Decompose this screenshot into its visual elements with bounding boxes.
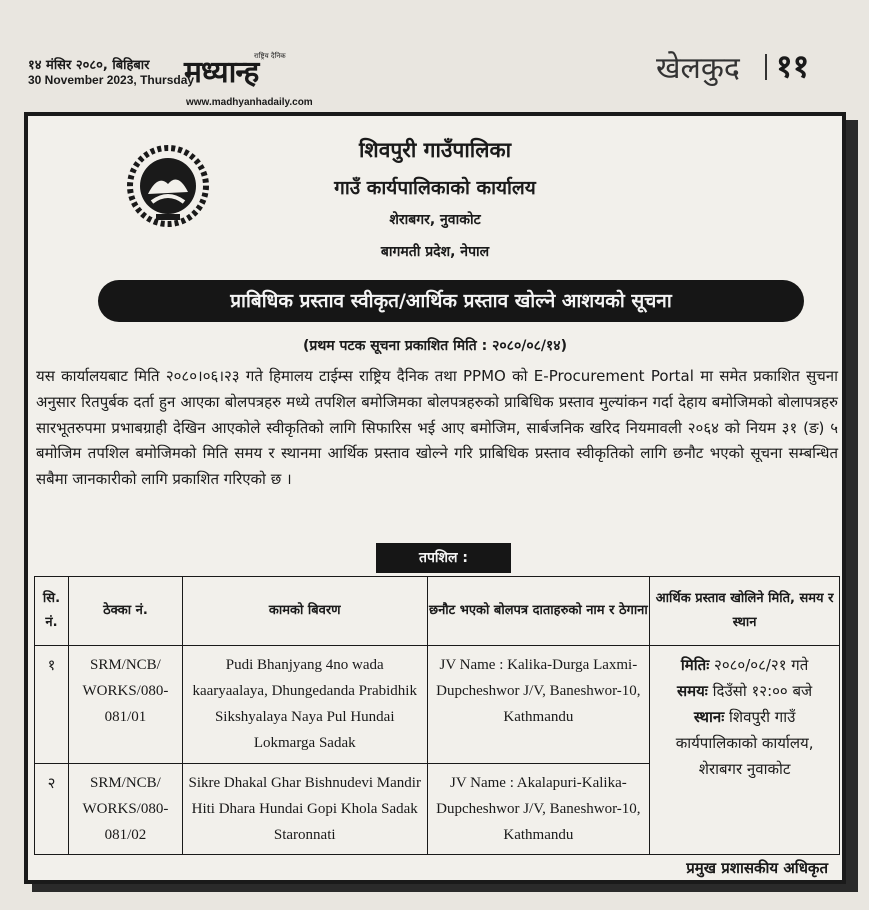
row-bidder: JV Name : Akalapuri-Kalika- Dupcheshwor J/V, Baneshwor-10, Kathmandu <box>427 764 650 855</box>
org-address: शेराबगर, नुवाकोट <box>389 212 481 228</box>
time-value: दिउँसो १२:०० बजे <box>712 682 813 700</box>
org-office: गाउँ कार्यपालिकाको कार्यालय <box>334 177 536 199</box>
row-bidder: JV Name : Kalika-Durga Laxmi-Dupcheshwor J/V, Baneshwor-10, Kathmandu <box>427 646 650 764</box>
section-name: खेलकुद <box>656 51 740 86</box>
logo-tagline: राष्ट्रिय दैनिक <box>254 52 286 60</box>
header-contract: ठेक्का नं. <box>68 577 182 646</box>
date-label: मितिः <box>680 656 710 674</box>
tapasil-label: तपशिल : <box>376 543 511 573</box>
newspaper-logo: मध्यान्ह <box>184 55 259 90</box>
signatory-title: प्रमुख प्रशासकीय अधिकृत <box>686 859 828 877</box>
date-english: 30 November 2023, Thursday <box>28 73 195 87</box>
row-contract: SRM/NCB/ WORKS/080- 081/02 <box>68 764 182 855</box>
date-value: २०८०/०८/२१ गते <box>714 656 809 674</box>
first-published-date: (प्रथम पटक सूचना प्रकाशित मिति : २०८०/०८/१४) <box>303 338 567 354</box>
header-description: कामको बिवरण <box>182 577 427 646</box>
org-name: शिवपुरी गाउँपालिका <box>358 138 512 162</box>
row-description: Pudi Bhanjyang 4no wada kaaryaalaya, Dhungedanda Prabidhik Sikshyalaya Naya Pul Hundai Lokmarga Sadak <box>182 646 427 764</box>
time-label: समयः <box>676 682 708 700</box>
row-description: Sikre Dhakal Ghar Bishnudevi Mandir Hiti Dhara Hundai Gopi Khola Sadak Staronnati <box>182 764 427 855</box>
header-bidder: छनौट भएको बोलपत्र दाताहरुको नाम र ठेगाना <box>427 577 650 646</box>
page-number: ११ <box>776 47 810 85</box>
date-nepali: १४ मंसिर २०८०, बिहिबार <box>28 58 150 73</box>
header-sn: सि. नं. <box>35 577 69 646</box>
website: www.madhyanhadaily.com <box>186 97 313 108</box>
schedule-cell <box>650 646 840 855</box>
header-schedule: आर्थिक प्रस्ताव खोलिने मिति, समय र स्थान <box>650 577 840 646</box>
public-notice <box>24 112 846 884</box>
notice-title: प्राबिधिक प्रस्ताव स्वीकृत/आर्थिक प्रस्ताव खोल्ने आशयको सूचना <box>98 280 804 322</box>
bid-table <box>34 576 840 855</box>
org-province: बागमती प्रदेश, नेपाल <box>380 244 490 260</box>
section-divider <box>765 54 767 80</box>
row-sn: २ <box>35 764 69 855</box>
table-header-row <box>35 577 840 646</box>
row-sn: १ <box>35 646 69 764</box>
place-value: शिवपुरी गाउँ कार्यपालिकाको कार्यालय, शेराबगर नुवाकोट <box>675 708 814 778</box>
table-row <box>35 646 840 764</box>
row-contract: SRM/NCB/ WORKS/080- 081/01 <box>68 646 182 764</box>
place-label: स्थानः <box>693 708 725 726</box>
notice-body: यस कार्यालयबाट मिति २०८०।०६।२३ गते हिमालय टाईम्स राष्ट्रिय दैनिक तथा PPMO को E-Procurement Portal मा समेत प्रकाशित सुचना अनुसार रितपुर्बक दर्ता हुन आएका बोलपत्रहरु मध्ये तपशिल बमोजिमका बोलपत्रहरुको प्राबिधिक प्रस्ताव मुल्यांकन गर्दा देहाय बमोजिमको बोलापत्रहरु सारभूतरुपमा प्रभाबग्राही देखिन आएकोले स्वीकृतिको लागि सिफारिस भई आए बमोजिम, सार्बजनिक खरिद नियमावली २०६४ को नियम ३१ (ङ) ५ बमोजिम तपशिल बमोजिमको मिति समय र स्थानमा आर्थिक प्रस्ताव खोल्ने गरि प्राबिधिक प्रस्ताव स्वीकृतिको लागि छनौट भएको सूचना सम्बन्धित सबैमा जानकारीको लागि प्रकाशित गरिएको छ । <box>36 367 838 489</box>
